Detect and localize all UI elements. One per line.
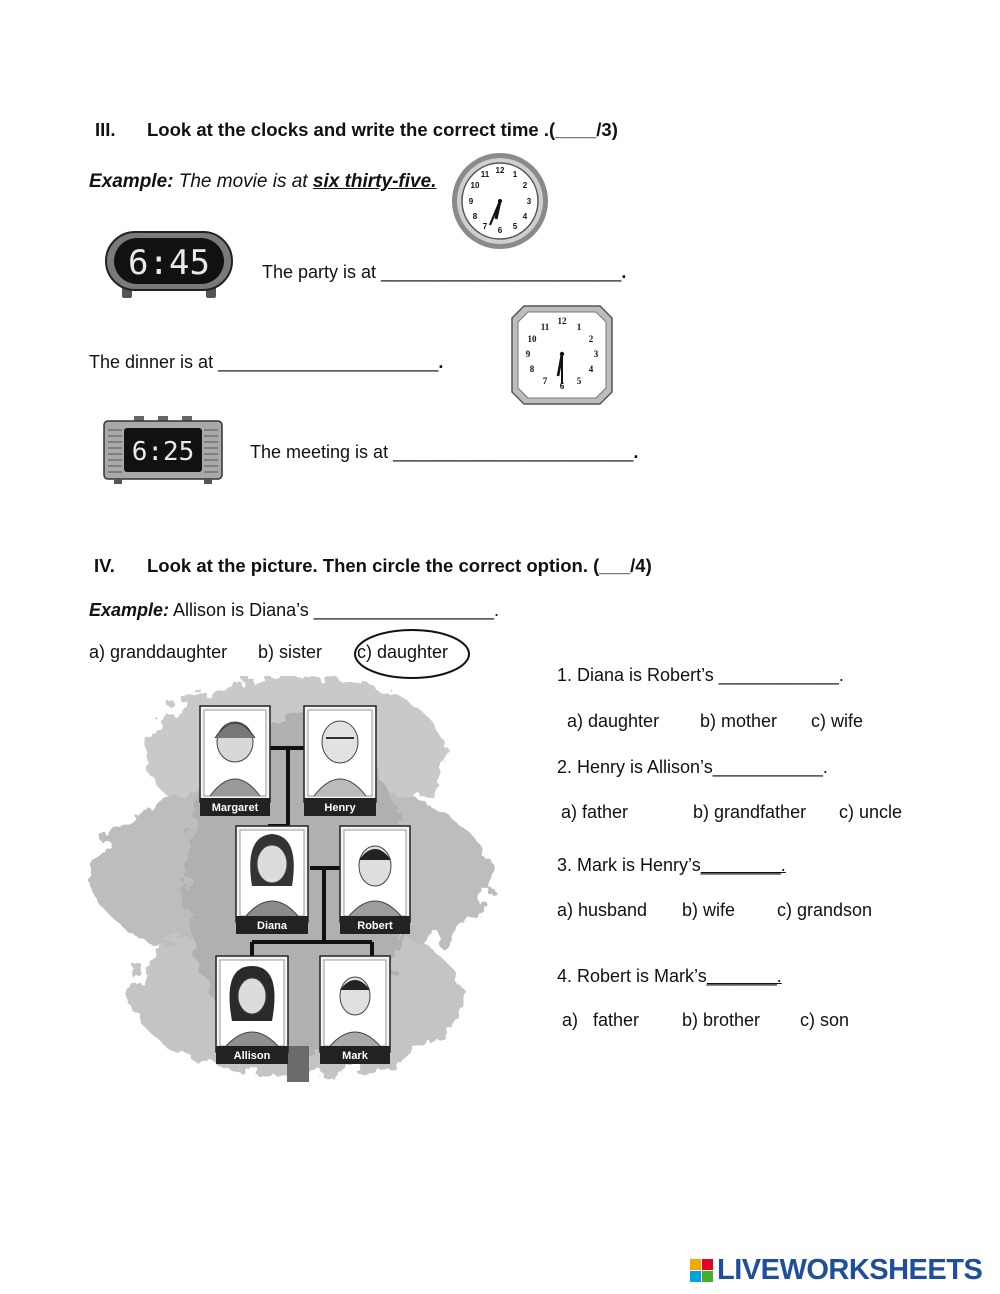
label-robert: Robert: [357, 920, 393, 932]
square-clock-num-8: 8: [529, 364, 535, 374]
square-clock-num-12: 12: [557, 316, 567, 326]
example-clock-num-3: 3: [526, 197, 532, 206]
label-henry: Henry: [324, 802, 356, 814]
q2-option-b[interactable]: b) grandfather: [693, 802, 807, 822]
square-wall-clock: [510, 304, 614, 406]
family-tree: [72, 676, 522, 1086]
square-clock-num-1: 1: [576, 322, 582, 332]
question-1: 1. Diana is Robert’s ____________.: [557, 665, 844, 685]
example-option-b[interactable]: b) sister: [258, 642, 323, 662]
family-member-robert: [340, 826, 410, 934]
q1-option-b[interactable]: b) mother: [700, 711, 778, 731]
example-clock-num-8: 8: [472, 212, 478, 221]
item-dinner: [89, 352, 443, 373]
meeting-period: .: [633, 442, 639, 462]
question-3: [557, 855, 786, 876]
example-4-label: Example:: [89, 600, 170, 620]
label-mark: Mark: [342, 1050, 368, 1062]
family-member-henry: [304, 706, 376, 816]
question-4-blank: _______.: [706, 966, 782, 986]
section-3-numeral: III.: [95, 119, 116, 140]
square-clock-num-5: 5: [576, 376, 582, 386]
label-margaret: Margaret: [211, 802, 259, 814]
q3-option-a[interactable]: a) husband: [557, 900, 648, 920]
square-clock-num-4: 4: [588, 364, 594, 374]
digital-alarm-clock-645: [104, 228, 234, 300]
digital-radio-clock-625: [102, 414, 224, 486]
dinner-text: The dinner is at ______________________: [89, 352, 439, 372]
q4-option-c[interactable]: c) son: [800, 1010, 850, 1030]
liveworksheets-logo-icon: [690, 1259, 713, 1282]
section-4-example: [89, 600, 499, 621]
example-clock-num-5: 5: [512, 222, 518, 231]
q2-option-c[interactable]: c) uncle: [839, 802, 903, 822]
liveworksheets-wordmark: LIVEWORKSHEETS: [717, 1254, 983, 1286]
question-4-text: 4. Robert is Mark’s: [557, 966, 707, 986]
label-diana: Diana: [257, 920, 287, 932]
example-text: The movie is at: [173, 171, 313, 192]
answer-circle: [352, 628, 472, 680]
question-3-text: 3. Mark is Henry’s: [557, 855, 701, 875]
q1-option-a[interactable]: a) daughter: [567, 711, 660, 731]
example-clock-num-10: 10: [470, 181, 480, 190]
square-clock-num-7: 7: [542, 376, 548, 386]
family-member-allison: [216, 956, 288, 1064]
section-3-instruction: Look at the clocks and write the correct time .(____/3): [147, 119, 618, 140]
alarm-clock-digits: 6:45: [128, 243, 210, 283]
example-answer: six thirty-five.: [312, 171, 437, 192]
section-3-example: [89, 171, 436, 193]
example-clock-num-1: 1: [512, 170, 518, 179]
example-option-c[interactable]: c) daughter: [357, 642, 449, 662]
party-period: .: [621, 262, 627, 282]
question-3-blank: ________.: [700, 855, 786, 875]
family-member-diana: [236, 826, 308, 934]
square-clock-num-11: 11: [540, 322, 550, 332]
example-clock-num-7: 7: [482, 222, 488, 231]
example-clock-num-11: 11: [480, 170, 490, 179]
label-allison: Allison: [233, 1050, 271, 1062]
section-4-instruction: Look at the picture. Then circle the correct option. (___/4): [147, 555, 652, 576]
square-clock-num-10: 10: [527, 334, 537, 344]
square-clock-num-3: 3: [593, 349, 599, 359]
example-4-text: Allison is Diana’s: [169, 600, 314, 620]
meeting-text: The meeting is at ________________________: [250, 442, 634, 462]
q4-option-b[interactable]: b) brother: [682, 1010, 761, 1030]
dinner-period: .: [438, 352, 444, 372]
square-clock-num-2: 2: [588, 334, 594, 344]
family-member-margaret: [200, 706, 270, 816]
square-clock-num-9: 9: [525, 349, 531, 359]
question-4: [557, 966, 782, 987]
square-clock-num-6: 6: [559, 381, 565, 391]
liveworksheets-brand[interactable]: [690, 1254, 982, 1287]
family-member-mark: [320, 956, 390, 1064]
example-option-a[interactable]: a) granddaughter: [89, 642, 228, 662]
q2-option-a[interactable]: a) father: [561, 802, 629, 822]
question-2: 2. Henry is Allison’s___________.: [557, 757, 828, 777]
example-label: Example:: [89, 171, 174, 192]
q3-option-b[interactable]: b) wife: [682, 900, 736, 920]
item-meeting: [250, 442, 638, 463]
example-clock-num-4: 4: [522, 212, 528, 221]
item-party: [262, 262, 626, 283]
example-round-clock: [450, 151, 550, 251]
q4-option-a[interactable]: father: [593, 1010, 640, 1030]
q3-option-c[interactable]: c) grandson: [777, 900, 873, 920]
q4-option-a-letter[interactable]: a): [562, 1010, 579, 1030]
section-4-numeral: IV.: [94, 555, 115, 576]
example-4-blank: __________________.: [313, 600, 499, 620]
party-text: The party is at ________________________: [262, 262, 622, 282]
example-clock-num-12: 12: [495, 166, 505, 175]
q1-option-c[interactable]: c) wife: [811, 711, 864, 731]
example-clock-num-9: 9: [468, 197, 474, 206]
example-clock-num-2: 2: [522, 181, 528, 190]
radio-clock-digits: 6:25: [131, 437, 195, 467]
example-clock-num-6: 6: [497, 226, 503, 235]
